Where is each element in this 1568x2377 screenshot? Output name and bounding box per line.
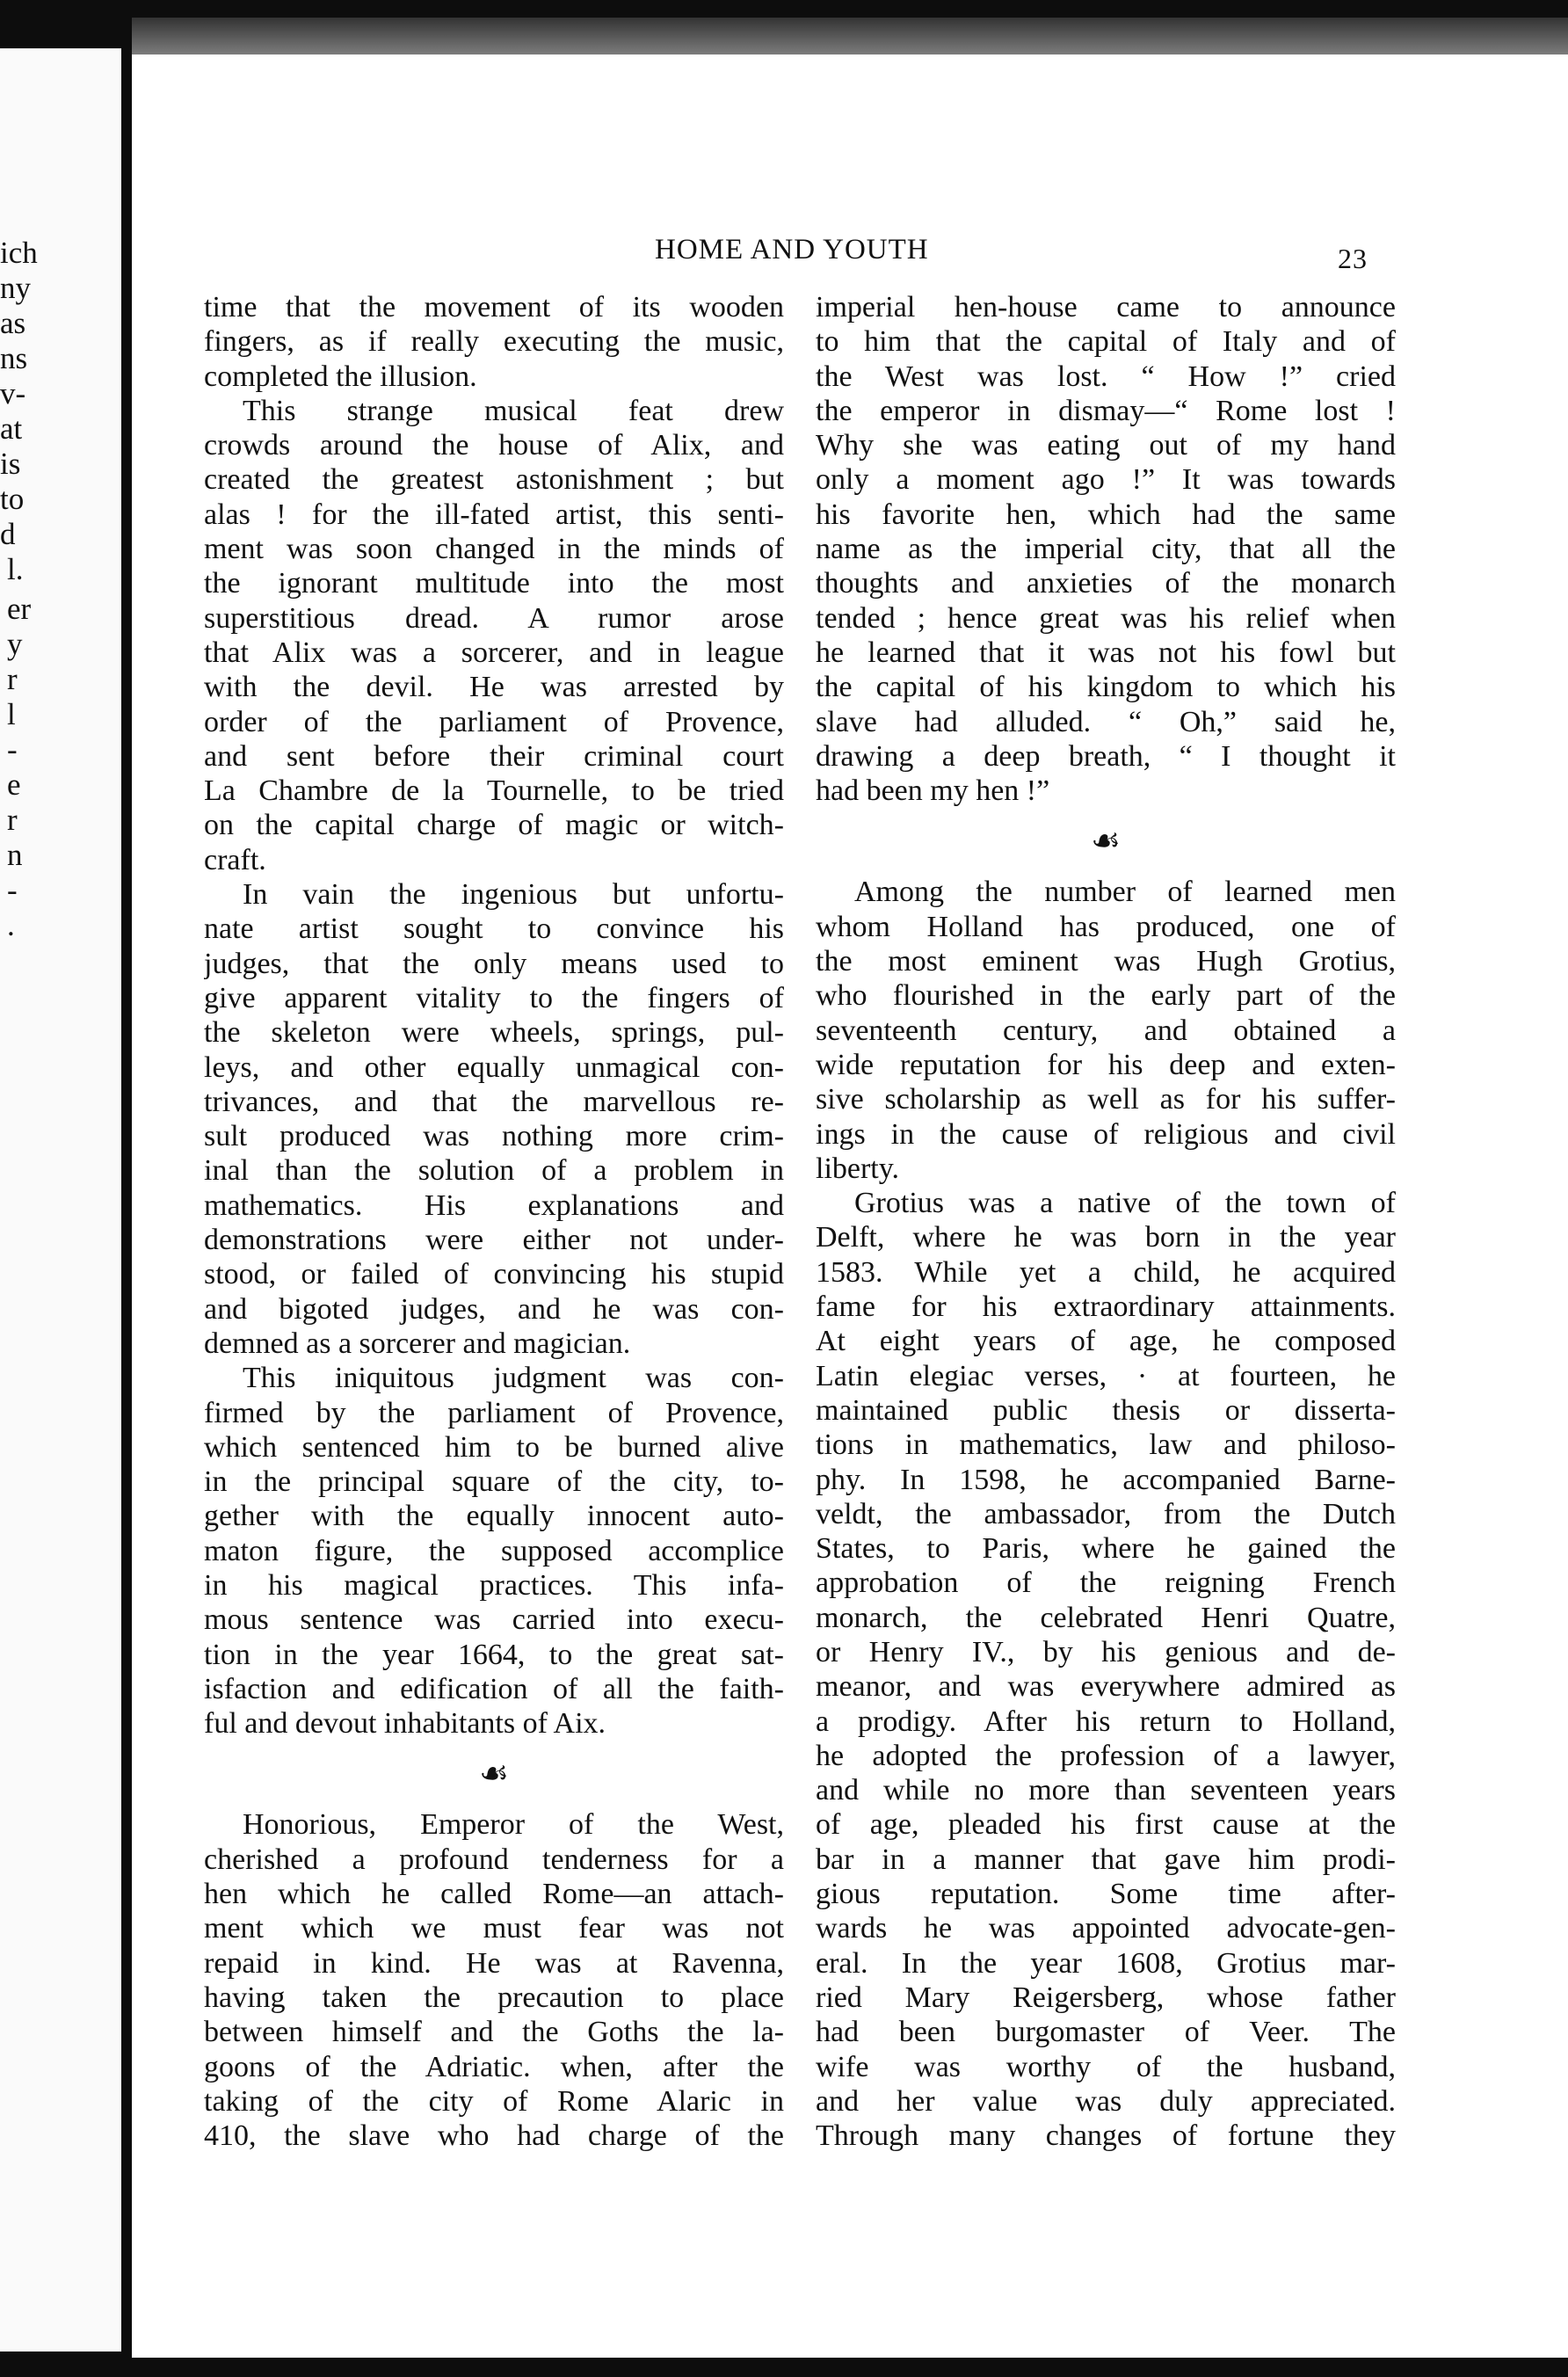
previous-page-fragment: as [0,306,26,340]
text-line: time that the movement of its wooden [204,291,784,323]
text-line: Honorious, Emperor of the West, [243,1808,784,1842]
text-line: crowds around the house of Alix, and [204,429,784,462]
text-line: craft. [204,843,266,876]
text-line: Why she was eating out of my hand [816,429,1396,462]
text-line: firmed by the parliament of Provence, [204,1396,784,1429]
text-line: name as the imperial city, that all the [816,533,1396,566]
text-line: gether with the equally innocent auto- [204,1500,784,1533]
text-line: the skeleton were wheels, springs, pul- [204,1016,784,1050]
previous-page-fragment: l [7,697,16,731]
text-line: ful and devout inhabitants of Aix. [204,1707,606,1741]
text-line: in the principal square of the city, to- [204,1465,784,1499]
text-line: Latin elegiac verses, · at fourteen, he [816,1359,1396,1392]
previous-page-fragment: r [7,662,18,696]
text-line: sive scholarship as well as for his suffer- [816,1083,1396,1116]
text-line: stood, or failed of convincing his stupid [204,1258,784,1291]
previous-page-fragment: n [7,838,23,872]
text-line: thoughts and anxieties of the monarch [816,567,1396,600]
text-line: imperial hen-house came to announce [816,291,1396,323]
text-line: completed the illusion. [204,360,477,393]
text-line: inal than the solution of a problem in [204,1154,784,1188]
text-line: meanor, and was everywhere admired as [816,1670,1396,1704]
text-line: in his magical practices. This infa- [204,1568,784,1602]
text-line: that Alix was a sorcerer, and in league [204,636,784,669]
text-line: order of the parliament of Provence, [204,705,784,738]
text-line: he adopted the profession of a lawyer, [816,1739,1396,1772]
text-line: demned as a sorcerer and magician. [204,1327,631,1360]
text-line: nate artist sought to convince his [204,912,784,946]
text-line: tion in the year 1664, to the great sat- [204,1638,784,1671]
text-line: wards he was appointed advocate-gen- [816,1912,1396,1945]
text-line: States, to Paris, where he gained the [816,1532,1396,1566]
text-line: This iniquitous judgment was con- [243,1362,784,1395]
text-line: isfaction and edification of all the faith- [204,1672,784,1705]
text-line: mous sentence was carried into execu- [204,1603,784,1637]
text-line: leys, and other equally unmagical con- [204,1050,784,1084]
previous-page-fragment: d [0,517,16,551]
text-line: a prodigy. After his return to Holland, [816,1705,1396,1738]
text-line: which sentenced him to be burned alive [204,1430,784,1464]
previous-page-fragment: ns [0,341,28,375]
text-line: on the capital charge of magic or witch- [204,809,784,842]
text-line: the capital of his kingdom to which his [816,671,1396,704]
previous-page-fragment: e [7,767,21,802]
text-line: between himself and the Goths the la- [204,2016,784,2049]
text-line: the most eminent was Hugh Grotius, [816,945,1396,978]
text-line: trivances, and that the marvellous re- [204,1085,784,1118]
text-line: ment was soon changed in the minds of [204,533,784,566]
text-line: and sent before their criminal court [204,739,784,773]
text-line: who flourished in the early part of the [816,979,1396,1013]
text-line: maintained public thesis or disserta- [816,1393,1396,1427]
previous-page-fragment: r [7,803,18,837]
text-line: judges, that the only means used to [204,947,784,980]
previous-page-fragment: - [7,732,18,767]
text-line: wide reputation for his deep and exten- [816,1048,1396,1081]
text-line: drawing a deep breath, “ I thought it [816,739,1396,773]
previous-page-fragment: ny [0,271,31,305]
text-line: and her value was duly appreciated. [816,2084,1396,2118]
text-line: the ignorant multitude into the most [204,567,784,600]
text-line: maton figure, the supposed accomplice [204,1534,784,1567]
text-line: At eight years of age, he composed [816,1325,1396,1358]
text-line: veldt, the ambassador, from the Dutch [816,1497,1396,1530]
page-number: 23 [1338,243,1368,274]
text-line: fingers, as if really executing the music, [204,325,784,359]
text-line: Grotius was a native of the town of [854,1187,1396,1220]
text-line: having taken the precaution to place [204,1981,784,2014]
previous-page-fragment: v- [0,376,26,411]
text-line: taking of the city of Rome Alaric in [204,2084,784,2118]
previous-page-fragment: y [7,627,23,661]
text-line: alas ! for the ill-fated artist, this senti- [204,498,784,531]
text-line: liberty. [816,1152,900,1185]
text-line: gious reputation. Some time after- [816,1878,1396,1911]
text-line: superstitious dread. A rumor arose [204,601,784,635]
previous-page-fragment: to [0,482,25,516]
text-line: This strange musical feat drew [243,394,784,427]
text-line: to him that the capital of Italy and of [816,325,1396,359]
left-column [204,290,784,2153]
text-line: the emperor in dismay—“ Rome lost ! [816,394,1396,427]
text-line: seventeenth century, and obtained a [816,1014,1396,1047]
text-line: hen which he called Rome—an attach- [204,1878,784,1911]
text-line: La Chambre de la Tournelle, to be tried [204,774,784,808]
text-line: whom Holland has produced, one of [816,910,1396,943]
text-line: with the devil. He was arrested by [204,671,784,704]
text-line: sult produced was nothing more crim- [204,1120,784,1153]
text-line: goons of the Adriatic. when, after the [204,2050,784,2083]
text-line: had been my hen !” [816,774,1050,808]
previous-page-fragment: - [7,873,18,907]
text-line: the West was lost. “ How !” cried [816,360,1396,393]
text-line: ings in the cause of religious and civil [816,1117,1396,1151]
text-line: 1583. While yet a child, he acquired [816,1255,1396,1289]
previous-page-fragment: l. [7,552,24,586]
text-line: had been burgomaster of Veer. The [816,2016,1396,2049]
running-head: HOME AND YOUTH [655,234,929,265]
text-line: ment which we must fear was not [204,1912,784,1945]
section-ornament: ☙ [1090,823,1122,861]
text-line: mathematics. His explanations and [204,1188,784,1222]
text-line: cherished a profound tenderness for a [204,1843,784,1876]
text-line: he learned that it was not his fowl but [816,636,1396,669]
text-line: demonstrations were either not under- [204,1224,784,1257]
text-line: of age, pleaded his first cause at the [816,1808,1396,1842]
text-line: In vain the ingenious but unfortu- [243,878,784,912]
text-line: monarch, the celebrated Henri Quatre, [816,1601,1396,1634]
text-line: give apparent vitality to the fingers of [204,981,784,1014]
right-column [816,290,1396,2153]
text-line: fame for his extraordinary attainments. [816,1290,1396,1324]
text-line: slave had alluded. “ Oh,” said he, [816,705,1396,738]
text-line: approbation of the reigning French [816,1566,1396,1600]
previous-page-edge [0,48,121,2352]
text-line: ried Mary Reigersberg, whose father [816,1981,1396,2014]
text-line: Delft, where he was born in the year [816,1221,1396,1254]
text-line: tended ; hence great was his relief when [816,601,1396,635]
text-line: repaid in kind. He was at Ravenna, [204,1946,784,1980]
text-line: eral. In the year 1608, Grotius mar- [816,1946,1396,1980]
text-line: and while no more than seventeen years [816,1774,1396,1807]
previous-page-fragment: er [7,592,32,626]
text-line: and bigoted judges, and he was con- [204,1292,784,1326]
previous-page-fragment: . [7,908,15,942]
text-line: phy. In 1598, he accompanied Barne- [816,1463,1396,1496]
previous-page-fragment: ich [0,236,38,270]
text-line: or Henry IV., by his genious and de- [816,1635,1396,1668]
text-line: only a moment ago !” It was towards [816,463,1396,497]
text-line: bar in a manner that gave him prodi- [816,1843,1396,1876]
text-line: created the greatest astonishment ; but [204,463,784,497]
text-line: Through many changes of fortune they [816,2119,1396,2153]
section-ornament: ☙ [478,1755,510,1793]
text-line: wife was worthy of the husband, [816,2050,1396,2083]
previous-page-fragment: is [0,447,21,481]
text-line: his favorite hen, which had the same [816,498,1396,531]
text-line: Among the number of learned men [854,876,1396,909]
text-line: 410, the slave who had charge of the [204,2119,784,2153]
text-line: tions in mathematics, law and philoso- [816,1428,1396,1462]
previous-page-fragment: at [0,411,23,446]
